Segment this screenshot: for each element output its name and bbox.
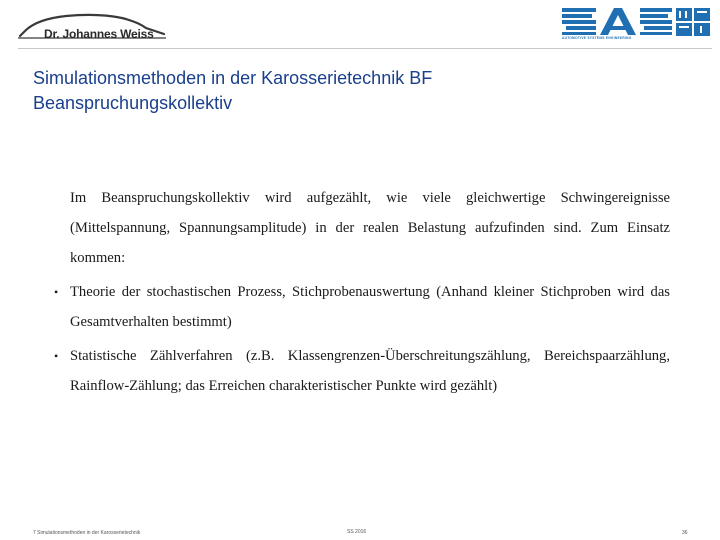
bullet-text: Statistische Zählverfahren (z.B. Klassengrenzen-Überschreitungszählung, Bereichspaarzählung, Rainflow-Zählung; das Erreichen charakteristischer Punkte wird gezählt) [70, 348, 670, 394]
slide-title [33, 66, 693, 116]
footer-page-number: 36 [682, 530, 688, 536]
intro-paragraph: Im Beanspruchungskollektiv wird aufgezählt, wie viele gleichwertige Schwingereignisse (Mittelspannung, Spannungsamplitude) in der realen Belastung aufzufinden sind. Zum Einsatz kommen: [70, 190, 670, 266]
bullet-item [54, 277, 670, 337]
footer-course-title: 7 Simulationsmethoden in der Karosserietechnik [33, 530, 141, 536]
slide-body [54, 183, 670, 405]
ase-logo-icon [560, 6, 712, 36]
bullet-item [54, 341, 670, 401]
company-logo [560, 6, 712, 44]
header-divider [18, 48, 712, 49]
company-tagline: AUTOMOTIVE SYSTEMS ENGINEERING [562, 36, 632, 40]
bullet-icon: • [54, 285, 59, 299]
bullet-icon: • [54, 349, 59, 363]
slide-title-line-1: Simulationsmethoden in der Karosserietechnik BF [33, 68, 433, 88]
author-name: Dr. Johannes Weiss [44, 27, 154, 41]
author-logo [18, 10, 168, 40]
footer-semester: SS 2016 [347, 529, 367, 535]
slide-title-line-2: Beanspruchungskollektiv [33, 93, 233, 113]
bullet-text: Theorie der stochastischen Prozess, Stichprobenauswertung (Anhand kleiner Stichproben wird das Gesamtverhalten bestimmt) [70, 284, 670, 330]
